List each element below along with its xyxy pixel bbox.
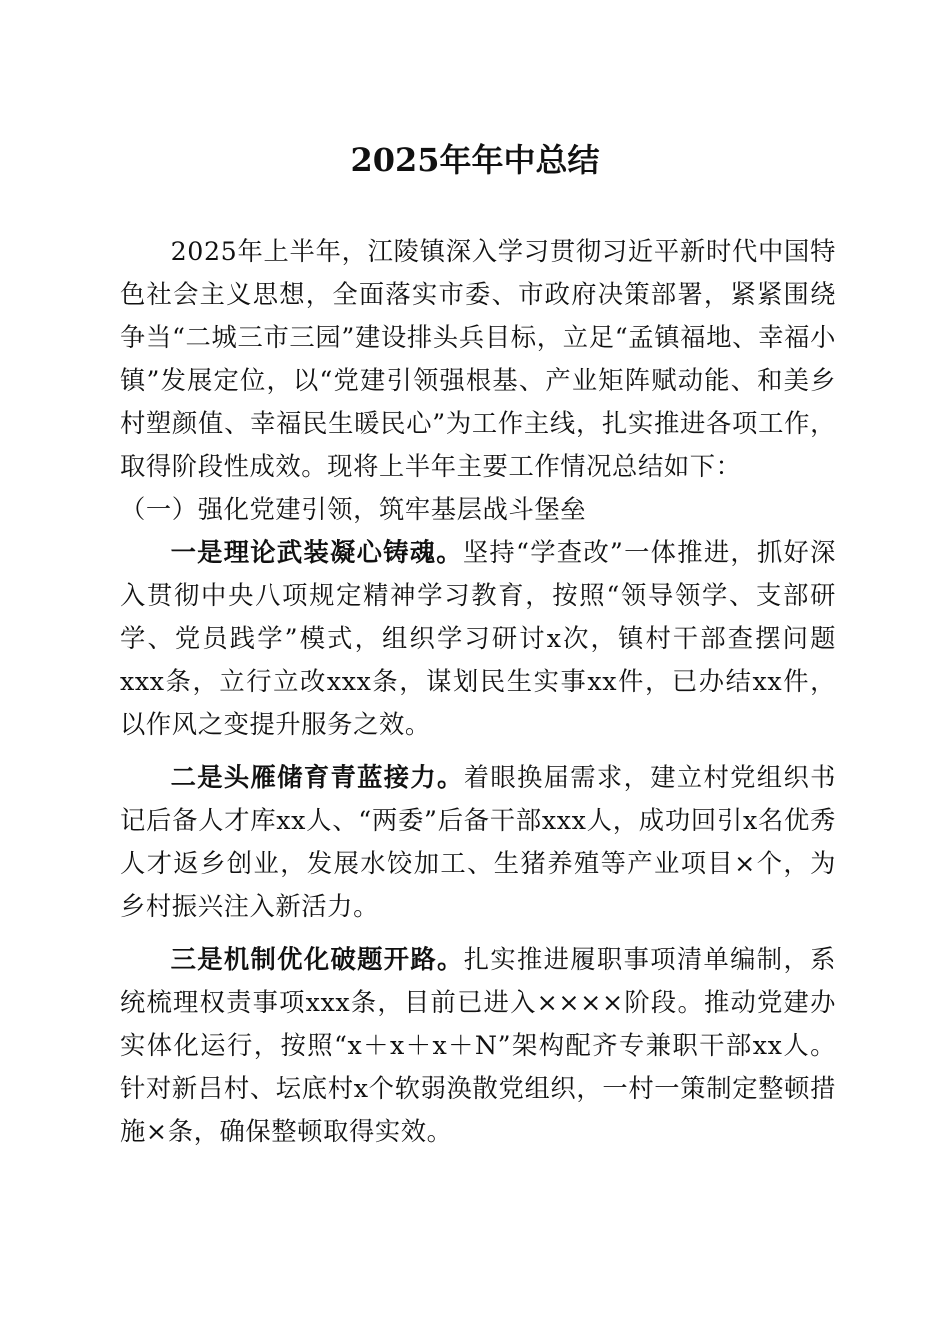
item-lead-3: 三是机制优化破题开路。 xyxy=(170,944,464,974)
section-heading: （一）强化党建引领，筑牢基层战斗堡垒 xyxy=(120,495,587,524)
item-text-3: 扎实推进履职事项清单编制，系统梳理权责事项xxx条，目前已进入××××阶段。推动党建办实体化运行，按照“x＋x＋x＋N”架构配齐专兼职干部xx人。针对新吕村、坛底村x个软弱涣散党组织，一村一策制定整顿措施×条，确保整顿取得实效。 xyxy=(120,945,836,1146)
item-text-1: 坚持“学查改”一体推进，抓好深入贯彻中央八项规定精神学习教育，按照“领导领学、支部研学、党员践学”模式，组织学习研讨x次，镇村干部查摆问题xxx条，立行立改xxx条，谋划民生实事xx件，已办结xx件，以作风之变提升服务之效。 xyxy=(120,538,836,739)
item-paragraph-1 xyxy=(120,531,836,746)
intro-paragraph: 2025年上半年，江陵镇深入学习贯彻习近平新时代中国特色社会主义思想，全面落实市委、市政府决策部署，紧紧围绕争当“二城三市三园”建设排头兵目标，立足“孟镇福地、幸福小镇”发展定位，以“党建引领强根基、产业矩阵赋动能、和美乡村塑颜值、幸福民生暖民心”为工作主线，扎实推进各项工作，取得阶段性成效。现将上半年主要工作情况总结如下： xyxy=(120,237,836,481)
item-paragraph-2 xyxy=(120,756,836,928)
item-paragraph-3 xyxy=(120,938,836,1153)
item-lead-2: 二是头雁储育青蓝接力。 xyxy=(170,762,464,792)
document-body xyxy=(120,230,836,1153)
document-title: 2025年年中总结 xyxy=(350,141,600,179)
item-lead-1: 一是理论武装凝心铸魂。 xyxy=(170,537,463,567)
item-text-2: 着眼换届需求，建立村党组织书记后备人才库xx人、“两委”后备干部xxx人，成功回引x名优秀人才返乡创业，发展水饺加工、生猪养殖等产业项目×个，为乡村振兴注入新活力。 xyxy=(120,763,836,921)
